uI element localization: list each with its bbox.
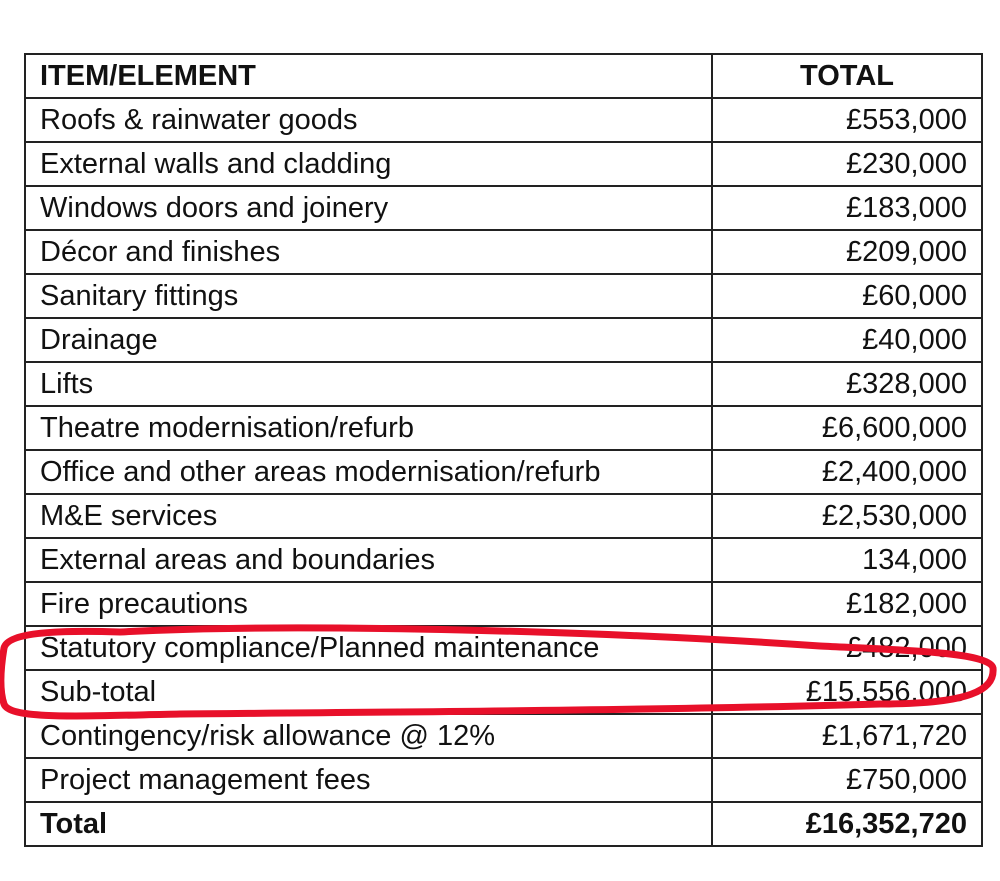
total-cell: £482,000	[712, 626, 982, 670]
total-cell: £40,000	[712, 318, 982, 362]
total-cell: £209,000	[712, 230, 982, 274]
item-cell: External walls and cladding	[25, 142, 712, 186]
item-cell: Décor and finishes	[25, 230, 712, 274]
total-cell: £1,671,720	[712, 714, 982, 758]
total-cell: 134,000	[712, 538, 982, 582]
table-row	[25, 494, 982, 538]
total-cell: £15,556,000	[712, 670, 982, 714]
table-row	[25, 758, 982, 802]
item-cell: M&E services	[25, 494, 712, 538]
item-cell: Roofs & rainwater goods	[25, 98, 712, 142]
item-cell: Project management fees	[25, 758, 712, 802]
table-row	[25, 626, 982, 670]
table-row	[25, 582, 982, 626]
table-row	[25, 274, 982, 318]
table-row	[25, 406, 982, 450]
total-cell: £60,000	[712, 274, 982, 318]
table-row	[25, 142, 982, 186]
total-cell: £230,000	[712, 142, 982, 186]
item-cell: Drainage	[25, 318, 712, 362]
item-cell: Lifts	[25, 362, 712, 406]
total-cell: £2,530,000	[712, 494, 982, 538]
item-cell: Contingency/risk allowance @ 12%	[25, 714, 712, 758]
table-row	[25, 362, 982, 406]
total-cell: £750,000	[712, 758, 982, 802]
table-row	[25, 714, 982, 758]
item-cell: Theatre modernisation/refurb	[25, 406, 712, 450]
table-row	[25, 186, 982, 230]
table-row	[25, 230, 982, 274]
header-item-element: ITEM/ELEMENT	[25, 54, 712, 98]
total-cell: £553,000	[712, 98, 982, 142]
item-cell: Sub-total	[25, 670, 712, 714]
table-row	[25, 98, 982, 142]
total-cell: £6,600,000	[712, 406, 982, 450]
table-row	[25, 538, 982, 582]
total-cell: £2,400,000	[712, 450, 982, 494]
total-cell: £183,000	[712, 186, 982, 230]
table-row	[25, 450, 982, 494]
item-cell: Office and other areas modernisation/refurb	[25, 450, 712, 494]
grand-total-row	[25, 802, 982, 846]
subtotal-row	[25, 670, 982, 714]
total-cell: £16,352,720	[712, 802, 982, 846]
item-cell: Total	[25, 802, 712, 846]
item-cell: Sanitary fittings	[25, 274, 712, 318]
item-cell: External areas and boundaries	[25, 538, 712, 582]
item-cell: Windows doors and joinery	[25, 186, 712, 230]
total-cell: £182,000	[712, 582, 982, 626]
total-cell: £328,000	[712, 362, 982, 406]
header-total: TOTAL	[712, 54, 982, 98]
cost-table	[24, 53, 983, 847]
item-cell: Statutory compliance/Planned maintenance	[25, 626, 712, 670]
item-cell: Fire precautions	[25, 582, 712, 626]
header-row	[25, 54, 982, 98]
table-row	[25, 318, 982, 362]
